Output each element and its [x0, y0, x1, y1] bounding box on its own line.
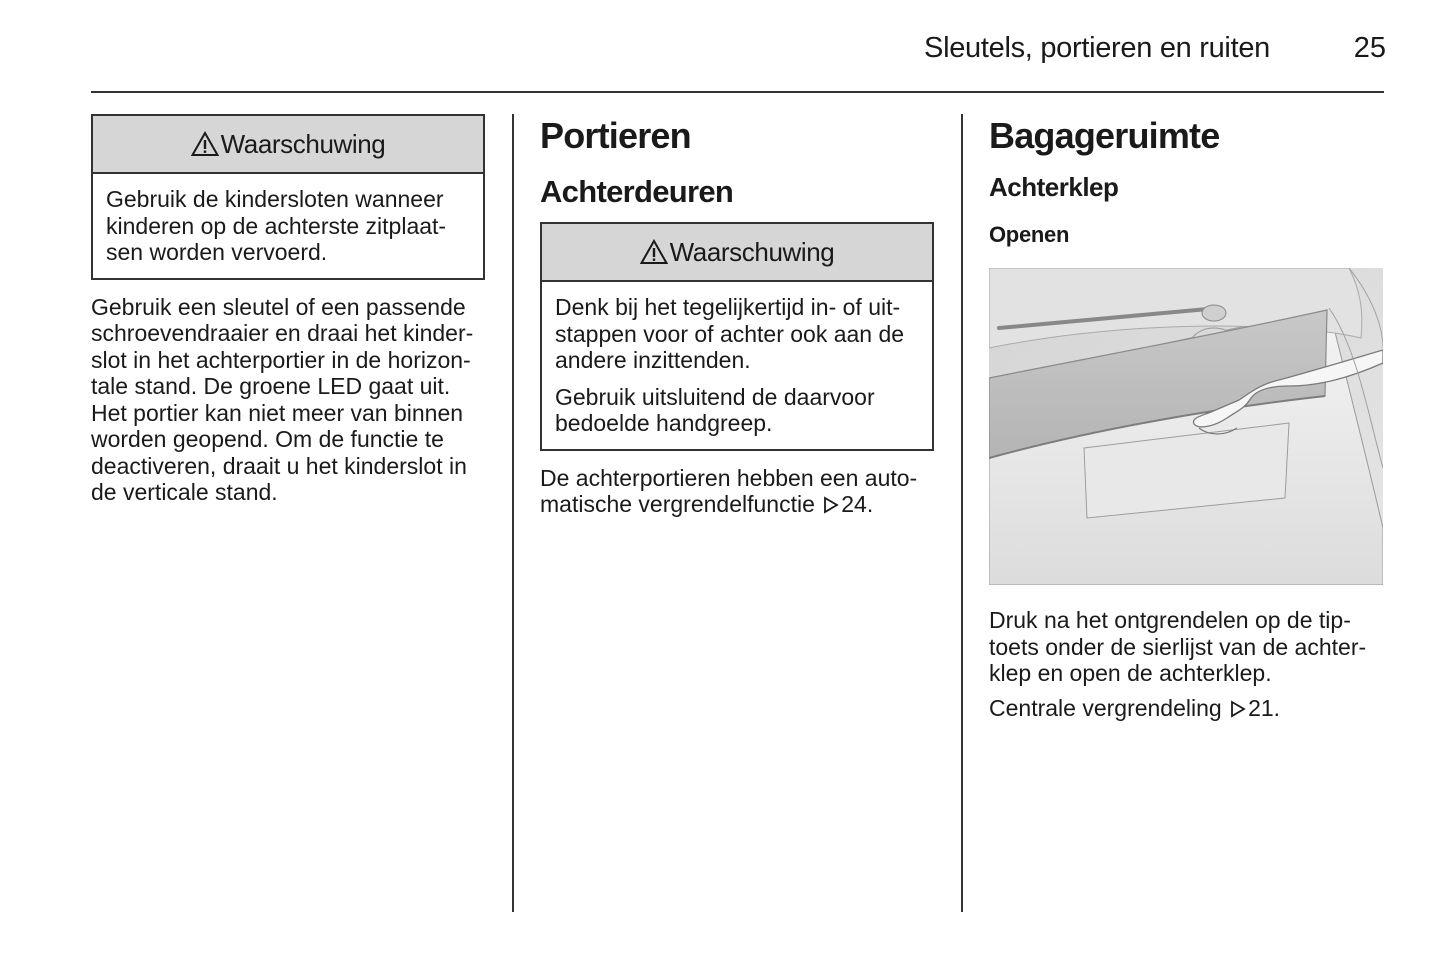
column-divider-2	[961, 114, 963, 912]
column-2	[540, 114, 934, 518]
body-line: de verticale stand.	[91, 479, 278, 505]
tailgate-illustration	[989, 268, 1383, 585]
warning-triangle-icon	[640, 239, 668, 265]
section-heading-portieren: Portieren	[540, 115, 691, 156]
body-line: De achterportieren hebben een auto-	[540, 464, 918, 491]
body-line: klep en open de achterklep.	[989, 660, 1272, 686]
warning-paragraph	[555, 294, 919, 374]
central-locking-reference	[989, 695, 1383, 722]
page-number: 25	[1353, 32, 1386, 64]
reference-arrow-icon	[823, 496, 839, 514]
auto-lock-paragraph	[540, 465, 934, 518]
body-line: deactiveren, draait u het kinderslot in	[91, 452, 467, 479]
warning-title: Waarschuwing	[669, 236, 835, 267]
body-line: Druk na het ontgrendelen op de tip-	[989, 607, 1351, 633]
body-line: slot in het achterportier in de horizon-	[91, 346, 471, 373]
warning-line: stappen voor of achter ook aan de	[555, 320, 905, 347]
warning-triangle-icon	[191, 131, 219, 157]
warning-header	[542, 224, 932, 282]
warning-title: Waarschuwing	[220, 128, 386, 159]
header-rule	[91, 91, 1384, 93]
warning-line: andere inzittenden.	[555, 347, 751, 373]
warning-paragraph	[555, 384, 919, 437]
page-reference-link[interactable]: 24.	[841, 491, 874, 517]
column-3	[989, 114, 1383, 248]
page-reference-link[interactable]: 21.	[1248, 694, 1281, 721]
running-header-title: Sleutels, portieren en ruiten	[924, 32, 1270, 64]
child-lock-paragraph	[91, 294, 485, 506]
body-line: Gebruik een sleutel of een passende	[91, 293, 466, 320]
warning-line: Gebruik uitsluitend de daarvoor	[555, 383, 875, 410]
body-line: Het portier kan niet meer van binnen	[91, 399, 464, 426]
column-3-body	[989, 607, 1383, 721]
warning-body	[542, 282, 932, 449]
warning-line: bedoelde handgreep.	[555, 410, 773, 436]
body-line: schroevendraaier en draai het kinder-	[91, 320, 474, 346]
body-line: toets onder de sierlijst van de achter-	[989, 633, 1367, 660]
warning-line: Gebruik de kindersloten wanneer	[106, 186, 444, 212]
column-divider-1	[512, 114, 514, 912]
body-text-prefix: Centrale vergrendeling	[989, 694, 1222, 721]
reference-arrow-icon	[1230, 700, 1246, 718]
section-heading-bagageruimte: Bagageruimte	[989, 115, 1220, 156]
subsubheading-openen: Openen	[989, 222, 1070, 247]
body-line: tale stand. De groene LED gaat uit.	[91, 373, 451, 399]
warning-line: Denk bij het tegelijkertijd in- of uit-	[555, 294, 901, 320]
body-line: worden geopend. Om de functie te	[91, 426, 444, 452]
warning-line: kinderen op de achterste zitplaat-	[106, 212, 447, 239]
warning-header	[93, 116, 483, 174]
body-line	[540, 491, 934, 518]
body-text-prefix: matische vergrendelfunctie	[540, 491, 815, 517]
warning-line: sen worden vervoerd.	[106, 239, 328, 265]
warning-box-rear-doors	[540, 222, 934, 451]
warning-box-child-locks	[91, 114, 485, 280]
subheading-achterdeuren: Achterdeuren	[540, 174, 734, 209]
subheading-achterklep: Achterklep	[989, 172, 1119, 202]
tailgate-paragraph	[989, 607, 1383, 687]
column-1	[91, 114, 485, 506]
warning-body	[93, 174, 483, 278]
